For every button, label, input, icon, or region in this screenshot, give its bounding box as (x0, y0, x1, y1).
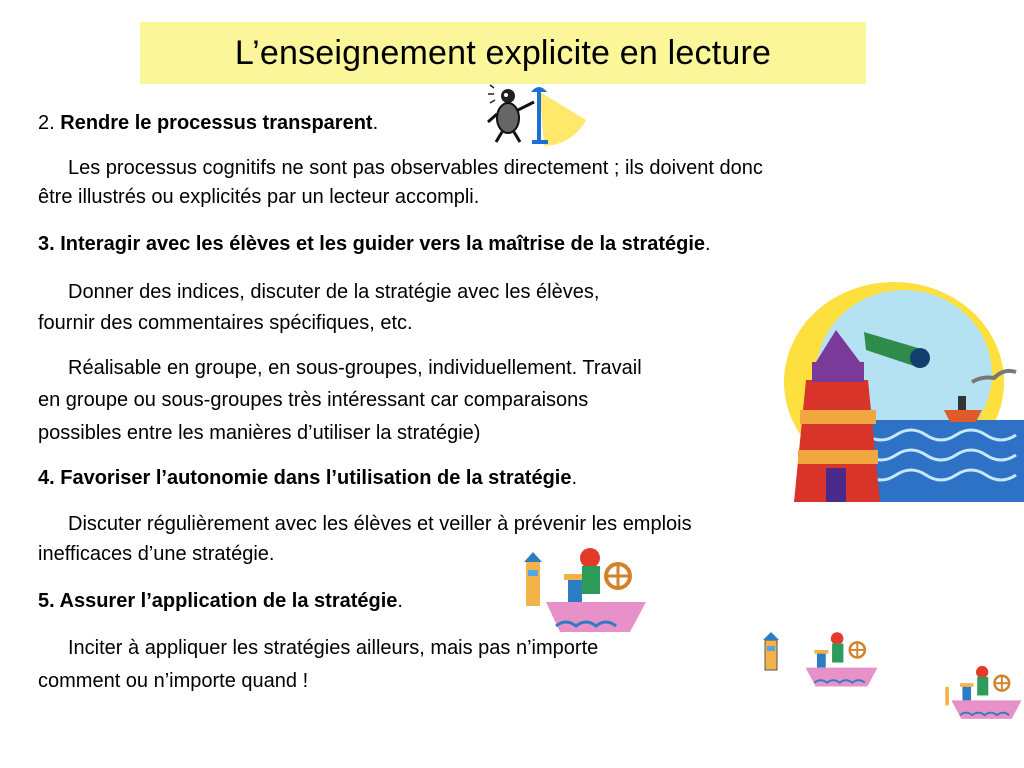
section-number: 5. (38, 590, 55, 612)
section-heading-text: Interagir avec les élèves et les guider vers la maîtrise de la stratégie (60, 233, 706, 255)
lamp-character-illustration (476, 80, 596, 150)
section-heading-text: Rendre le processus transparent (60, 112, 373, 134)
section-heading-3: 3. Interagir avec les élèves et les guider vers la maîtrise de la stratégie. (38, 233, 711, 255)
small-lighthouse-illustration (760, 630, 782, 672)
body-line: Donner des indices, discuter de la stratégie avec les élèves, (68, 281, 600, 303)
section-heading-text: Favoriser l’autonomie dans l’utilisation de la stratégie (60, 467, 572, 489)
section-heading-5: 5. Assurer l’application de la stratégie. (38, 590, 403, 612)
section-number: 4. (38, 467, 55, 489)
title-box (140, 22, 866, 84)
body-line: comment ou n’importe quand ! (38, 670, 309, 692)
section-heading-2: 2. Rendre le processus transparent. (38, 112, 379, 134)
body-line: fournir des commentaires spécifiques, etc. (38, 312, 413, 334)
boat-illustration-3 (944, 655, 1024, 731)
body-line: possibles entre les manières d’utiliser la stratégie) (38, 422, 481, 444)
body-line: inefficaces d’une stratégie. (38, 543, 275, 565)
body-line: Les processus cognitifs ne sont pas observables directement ; ils doivent donc (68, 157, 763, 179)
section-heading-4: 4. Favoriser l’autonomie dans l’utilisation de la stratégie. (38, 467, 578, 489)
slide-title: L’enseignement explicite en lecture (234, 33, 772, 72)
lighthouse-illustration (776, 270, 1024, 502)
section-number: 2 (38, 112, 50, 134)
body-line: être illustrés ou explicités par un lecteur accompli. (38, 186, 480, 208)
section-number: 3. (38, 233, 55, 255)
body-line: en groupe ou sous-groupes très intéressant car comparaisons (38, 389, 589, 411)
boat-illustration-2 (798, 622, 880, 698)
body-line: Discuter régulièrement avec les élèves et veiller à prévenir les emplois (68, 513, 692, 535)
body-line: Réalisable en groupe, en sous-groupes, individuellement. Travail (68, 357, 642, 379)
body-line: Inciter à appliquer les stratégies ailleurs, mais pas n’importe (68, 637, 599, 659)
boat-illustration-1 (520, 540, 650, 640)
section-heading-text: Assurer l’application de la stratégie (59, 590, 398, 612)
